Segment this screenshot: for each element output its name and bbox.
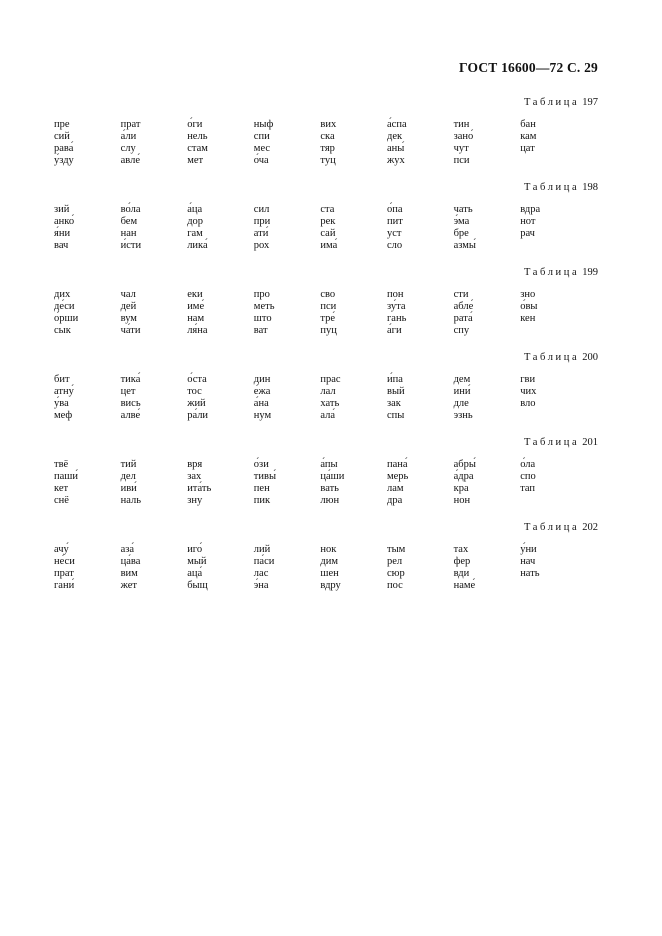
- syllable-column: [54, 289, 120, 337]
- syllable: жий: [187, 398, 206, 409]
- syllable-table: [54, 437, 598, 517]
- syllable: жух: [387, 155, 405, 166]
- syllable: чал: [120, 289, 136, 300]
- syllable: тым: [387, 544, 406, 555]
- table-number: 198: [582, 182, 598, 193]
- syllable: ачу́: [54, 544, 69, 555]
- syllable: ста: [320, 204, 335, 215]
- syllable-column: [520, 459, 586, 495]
- syllable: што: [253, 313, 272, 324]
- syllable: лал: [320, 386, 336, 397]
- syllable-table: [54, 522, 598, 602]
- syllable: бем: [120, 216, 138, 227]
- syllable: е́жа: [253, 386, 271, 397]
- syllable: вди: [453, 568, 470, 579]
- syllable: рек: [320, 216, 336, 227]
- syllable: о́рши: [54, 313, 79, 324]
- syllable: абры́: [453, 459, 476, 470]
- syllable: гани́: [54, 580, 75, 591]
- table-caption-word: Таблица: [524, 267, 580, 278]
- syllable: быщ: [187, 580, 208, 591]
- page-header: ГОСТ 16600—72 С. 29: [459, 60, 598, 75]
- syllable: о́зи: [253, 459, 269, 470]
- syllable: дра: [387, 495, 403, 506]
- syllable: тин: [453, 119, 470, 130]
- syllable: иви́: [120, 483, 137, 494]
- table-caption-word: Таблица: [524, 437, 580, 448]
- syllable: авле́: [120, 155, 140, 166]
- syllable: мес: [253, 143, 271, 154]
- syllable: пит: [387, 216, 403, 227]
- syllable-column: [121, 204, 187, 252]
- syllable: име́: [187, 301, 205, 312]
- syllable-column: [187, 544, 253, 592]
- syllable: пос: [387, 580, 403, 591]
- syllable: па́си: [253, 556, 275, 567]
- syllable-column: [121, 459, 187, 507]
- syllable-column: [187, 289, 253, 337]
- syllable: и́сти: [120, 240, 142, 251]
- syllable: нать: [520, 568, 540, 579]
- syllable: зий: [54, 204, 70, 215]
- syllable: пана́: [387, 459, 408, 470]
- table-caption: [524, 97, 598, 108]
- syllable: тяр: [320, 143, 335, 154]
- syllable: ра́ли: [187, 410, 209, 421]
- table-number: 197: [582, 97, 598, 108]
- syllable-column: [320, 544, 386, 592]
- syllable-column: [387, 119, 453, 167]
- syllable: зно: [520, 289, 536, 300]
- syllable-column: [54, 204, 120, 252]
- syllable: вач: [54, 240, 69, 251]
- syllable: дем: [453, 374, 471, 385]
- syllable: э́ма: [453, 216, 470, 227]
- syllable-column: [520, 119, 586, 155]
- syllable: при: [253, 216, 271, 227]
- syllable: о́вы: [520, 301, 538, 312]
- syllable: а́ли: [120, 131, 137, 142]
- syllable: лий: [253, 544, 271, 555]
- syllable: чать: [453, 204, 473, 215]
- syllable-column: [520, 374, 586, 410]
- syllable: иго́: [187, 544, 203, 555]
- syllable: фер: [453, 556, 471, 567]
- syllable-column: [54, 119, 120, 167]
- syllable-column: [387, 204, 453, 252]
- syllable: лас: [253, 568, 269, 579]
- syllable: алве́: [120, 410, 141, 421]
- syllable: а́ги: [387, 325, 402, 336]
- syllable: дих: [54, 289, 71, 300]
- syllable-column: [454, 204, 520, 252]
- syllable: ныф: [253, 119, 274, 130]
- syllable-column: [454, 459, 520, 507]
- syllable: сил: [253, 204, 270, 215]
- syllable-column: [387, 289, 453, 337]
- syllable-column: [520, 204, 586, 240]
- syllable: дел: [120, 471, 136, 482]
- table-caption-word: Таблица: [524, 352, 580, 363]
- table-number: 199: [582, 267, 598, 278]
- syllable: сво: [320, 289, 336, 300]
- syllable: ча́ти: [120, 325, 141, 336]
- syllable: бит: [54, 374, 70, 385]
- syllable: тре́: [320, 313, 336, 324]
- syllable: еки: [187, 289, 203, 300]
- syllable: нель: [187, 131, 208, 142]
- syllable: рох: [253, 240, 270, 251]
- table-number: 200: [582, 352, 598, 363]
- syllable: а́спа: [387, 119, 407, 130]
- syllable-column: [320, 374, 386, 422]
- syllable-column: [121, 374, 187, 422]
- syllable: дей: [120, 301, 137, 312]
- syllable: сай: [320, 228, 336, 239]
- syllable-column: [54, 459, 120, 507]
- syllable: гань: [387, 313, 407, 324]
- syllable: зано́: [453, 131, 474, 142]
- syllable: ват: [253, 325, 268, 336]
- syllable-table: [54, 352, 598, 432]
- syllable: кам: [520, 131, 537, 142]
- syllable: шен: [320, 568, 339, 579]
- syllable: аза́: [120, 544, 135, 555]
- syllable: дле: [453, 398, 469, 409]
- syllable: рач: [520, 228, 535, 239]
- syllable: кра: [453, 483, 469, 494]
- syllable: атну́: [54, 386, 74, 397]
- syllable: пси: [453, 155, 470, 166]
- syllable: о́ча: [253, 155, 269, 166]
- syllable: прас: [320, 374, 341, 385]
- syllable: прат: [120, 119, 141, 130]
- syllable: ати́: [253, 228, 269, 239]
- syllable: кет: [54, 483, 69, 494]
- syllable-column: [121, 544, 187, 592]
- syllable: тика́: [120, 374, 141, 385]
- syllable: ска: [320, 131, 335, 142]
- syllable: вать: [320, 483, 339, 494]
- syllable: аца́: [187, 568, 203, 579]
- syllable: кен: [520, 313, 536, 324]
- syllable: о́ги: [187, 119, 203, 130]
- syllable: рел: [387, 556, 403, 567]
- syllable: у́ни: [520, 544, 537, 555]
- syllable-column: [254, 374, 320, 422]
- syllable-column: [54, 374, 120, 422]
- syllable: меть: [253, 301, 275, 312]
- syllable: има́: [320, 240, 338, 251]
- syllable-column: [320, 289, 386, 337]
- syllable: тий: [120, 459, 137, 470]
- syllable: вря: [187, 459, 203, 470]
- syllable: вдра: [520, 204, 541, 215]
- syllable: сий: [54, 131, 70, 142]
- syllable: хать: [320, 398, 340, 409]
- syllable: мый: [187, 556, 207, 567]
- syllable: про: [253, 289, 270, 300]
- syllable: цет: [120, 386, 136, 397]
- syllable: а́ца: [187, 204, 203, 215]
- table-caption: [524, 437, 598, 448]
- syllable: ита́ть: [187, 483, 212, 494]
- table-caption-word: Таблица: [524, 97, 580, 108]
- syllable-column: [254, 289, 320, 337]
- syllable: люн: [320, 495, 340, 506]
- table-caption: [524, 182, 598, 193]
- syllable: де́си: [54, 301, 75, 312]
- syllable: мерь: [387, 471, 409, 482]
- syllable: не́си: [54, 556, 75, 567]
- syllable: снё: [54, 495, 69, 506]
- syllable-column: [187, 374, 253, 422]
- table-caption-word: Таблица: [524, 522, 580, 533]
- syllable-column: [320, 119, 386, 167]
- syllable: вдру: [320, 580, 341, 591]
- syllable: рава́: [54, 143, 74, 154]
- syllable-column: [454, 544, 520, 592]
- syllable-column: [187, 119, 253, 167]
- syllable: рата́: [453, 313, 473, 324]
- syllable: зу́та: [387, 301, 406, 312]
- syllable: чут: [453, 143, 469, 154]
- syllable: ини́: [453, 386, 471, 397]
- syllable: пси: [320, 301, 337, 312]
- syllable-column: [254, 119, 320, 167]
- syllable-column: [320, 204, 386, 252]
- syllable: пре: [54, 119, 70, 130]
- syllable: паши́: [54, 471, 78, 482]
- syllable: нум: [253, 410, 272, 421]
- syllable: наль: [120, 495, 141, 506]
- syllable-table: [54, 182, 598, 262]
- syllable: дор: [187, 216, 204, 227]
- syllable: аны́: [387, 143, 405, 154]
- syllable-column: [121, 289, 187, 337]
- syllable: вих: [320, 119, 337, 130]
- syllable-column: [454, 374, 520, 422]
- syllable: нон: [453, 495, 471, 506]
- syllable: во́ла: [120, 204, 141, 215]
- syllable: тап: [520, 483, 536, 494]
- syllable: нан: [120, 228, 137, 239]
- syllable: э́на: [253, 580, 269, 591]
- syllable: у́зду: [54, 155, 74, 166]
- table-number: 202: [582, 522, 598, 533]
- table-caption: [524, 522, 598, 533]
- syllable: вум: [120, 313, 137, 324]
- syllable: о́па: [387, 204, 403, 215]
- syllable: жет: [120, 580, 137, 591]
- syllable: эзнь: [453, 410, 473, 421]
- syllable: мет: [187, 155, 204, 166]
- syllable: гви: [520, 374, 536, 385]
- syllable: сти: [453, 289, 469, 300]
- syllable: и́па: [387, 374, 403, 385]
- syllable: спо: [520, 471, 536, 482]
- syllable: пен: [253, 483, 270, 494]
- syllable-column: [254, 204, 320, 252]
- syllable: меф: [54, 410, 73, 421]
- syllable-column: [254, 459, 320, 507]
- syllable: а́дра: [453, 471, 474, 482]
- syllable: наме́: [453, 580, 476, 591]
- syllable-column: [454, 119, 520, 167]
- syllable: цат: [520, 143, 535, 154]
- syllable: лам: [387, 483, 404, 494]
- syllable: вло: [520, 398, 536, 409]
- syllable: дим: [320, 556, 338, 567]
- syllable-column: [520, 289, 586, 325]
- syllable: стам: [187, 143, 208, 154]
- syllable: сюр: [387, 568, 405, 579]
- syllable: туц: [320, 155, 336, 166]
- syllable: дин: [253, 374, 271, 385]
- syllable: зну: [187, 495, 203, 506]
- syllable: гам: [187, 228, 203, 239]
- syllable: абле́: [453, 301, 474, 312]
- syllable: дек: [387, 131, 403, 142]
- syllable: нач: [520, 556, 536, 567]
- syllable: нок: [320, 544, 337, 555]
- syllable: сло: [387, 240, 403, 251]
- syllable: чих: [520, 386, 537, 397]
- syllable: тах: [453, 544, 469, 555]
- syllable: пуц: [320, 325, 337, 336]
- syllable: у́ва: [54, 398, 69, 409]
- syllable: тивы́: [253, 471, 277, 482]
- syllable: о́ла: [520, 459, 536, 470]
- table-caption: [524, 267, 598, 278]
- syllable: спу: [453, 325, 470, 336]
- syllable: вись: [120, 398, 141, 409]
- syllable: бан: [520, 119, 536, 130]
- syllable: вый: [387, 386, 405, 397]
- syllable-column: [387, 374, 453, 422]
- syllable: ля́на: [187, 325, 208, 336]
- syllable-table: [54, 267, 598, 347]
- syllable: зак: [387, 398, 401, 409]
- table-number: 201: [582, 437, 598, 448]
- syllable: лика́: [187, 240, 208, 251]
- syllable: ца́ва: [120, 556, 141, 567]
- syllable-column: [454, 289, 520, 337]
- syllable: бре: [453, 228, 469, 239]
- syllable-table: [54, 97, 598, 177]
- syllable-column: [187, 204, 253, 252]
- syllable: о́ста: [187, 374, 207, 385]
- syllable-column: [387, 459, 453, 507]
- syllable: тос: [187, 386, 202, 397]
- syllable-column: [520, 544, 586, 580]
- syllable: уст: [387, 228, 402, 239]
- syllable: прат: [54, 568, 74, 579]
- syllable: спи: [253, 131, 270, 142]
- syllable-column: [121, 119, 187, 167]
- syllable: твё: [54, 459, 69, 470]
- syllable: анко́: [54, 216, 75, 227]
- syllable: зах: [187, 471, 202, 482]
- syllable: сык: [54, 325, 71, 336]
- syllable-column: [387, 544, 453, 592]
- syllable: пик: [253, 495, 271, 506]
- syllable: спы: [387, 410, 405, 421]
- syllable: пон: [387, 289, 404, 300]
- syllable: а́на: [253, 398, 269, 409]
- syllable-column: [320, 459, 386, 507]
- syllable: нам: [187, 313, 205, 324]
- syllable-column: [54, 544, 120, 592]
- syllable: нот: [520, 216, 536, 227]
- syllable: ца́ши: [320, 471, 345, 482]
- syllable: ала́: [320, 410, 336, 421]
- syllable: вим: [120, 568, 138, 579]
- syllable-column: [187, 459, 253, 507]
- table-caption-word: Таблица: [524, 182, 580, 193]
- syllable: слу: [120, 143, 136, 154]
- syllable: а́пы: [320, 459, 338, 470]
- syllable-column: [254, 544, 320, 592]
- syllable: я́ни: [54, 228, 71, 239]
- table-caption: [524, 352, 598, 363]
- syllable: азмы́: [453, 240, 476, 251]
